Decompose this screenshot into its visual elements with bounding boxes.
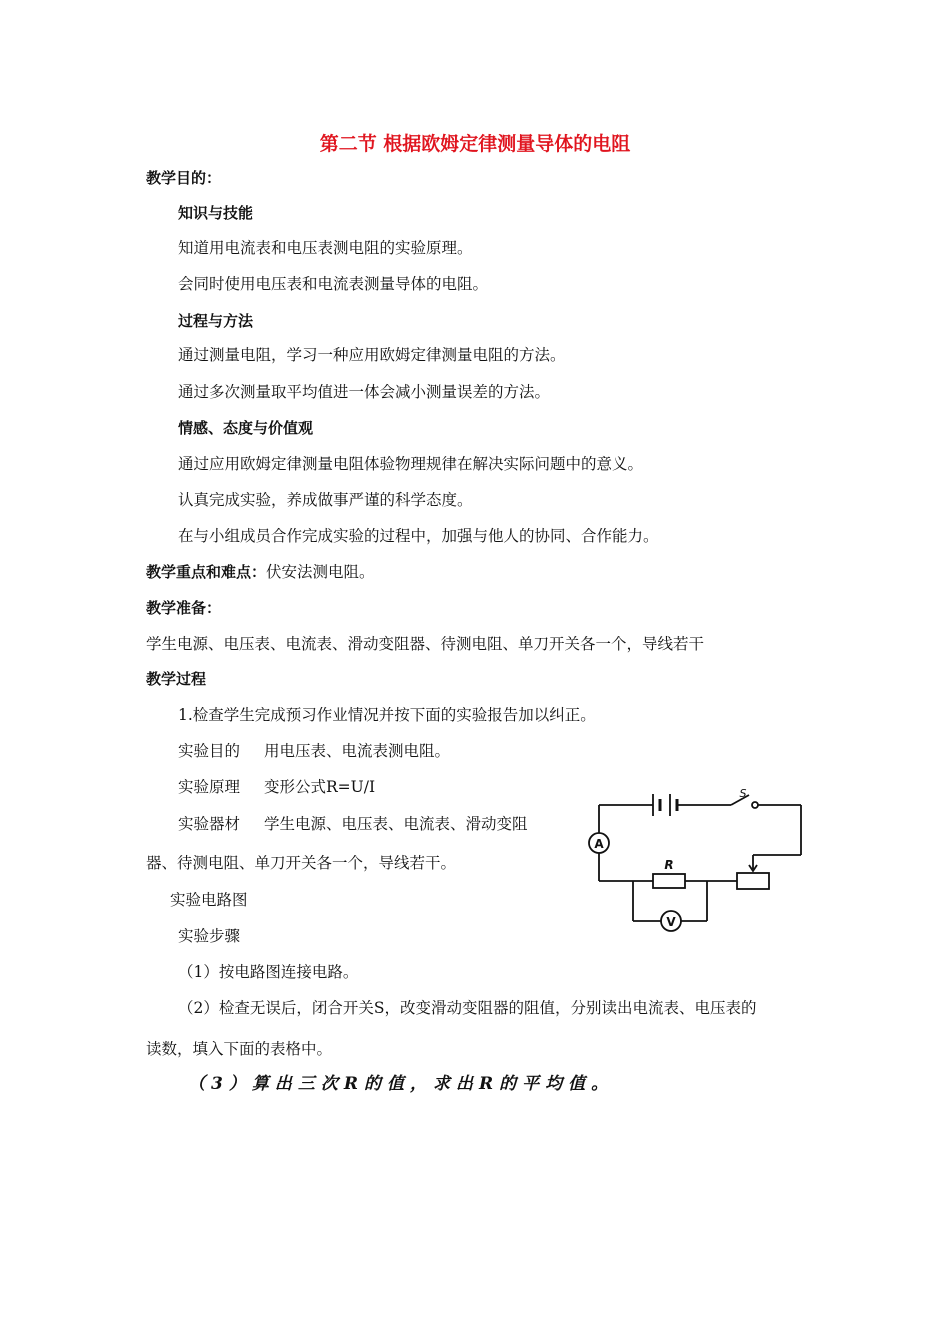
emotion-heading: 情感、态度与价值观 bbox=[178, 419, 314, 437]
key-points bbox=[146, 561, 375, 583]
rheostat bbox=[737, 873, 769, 889]
emotion-item: 认真完成实验，养成做事严谨的科学态度。 bbox=[178, 491, 473, 509]
step-item: 读数，填入下面的表格中。 bbox=[146, 1040, 333, 1058]
knowledge-item: 知道用电流表和电压表测电阻的实验原理。 bbox=[178, 239, 473, 257]
objectives-heading: 教学目的： bbox=[146, 169, 222, 187]
process-item: 通过测量电阻，学习一种应用欧姆定律测量电阻的方法。 bbox=[178, 346, 566, 364]
steps-label: 实验步骤 bbox=[178, 927, 241, 945]
principle-value: 变形公式R=U/I bbox=[264, 778, 376, 796]
process-item: 通过多次测量取平均值进一体会减小测量误差的方法。 bbox=[178, 383, 551, 401]
equipment-value: 学生电源、电压表、电流表、滑动变阻 bbox=[264, 815, 528, 833]
key-points-value: 伏安法测电阻。 bbox=[266, 563, 375, 581]
page-title: 第二节 根据欧姆定律测量导体的电阻 bbox=[319, 133, 631, 155]
principle-label: 实验原理 bbox=[178, 778, 241, 796]
procedure-heading: 教学过程 bbox=[146, 670, 207, 688]
purpose-value: 用电压表、电流表测电阻。 bbox=[264, 742, 451, 760]
step-item: （1）按电路图连接电路。 bbox=[178, 963, 359, 981]
circuit-label: 实验电路图 bbox=[170, 891, 248, 909]
equipment-label: 实验器材 bbox=[178, 815, 241, 833]
principle-row bbox=[178, 776, 375, 798]
knowledge-heading: 知识与技能 bbox=[178, 204, 254, 222]
process-heading: 过程与方法 bbox=[178, 312, 254, 330]
knowledge-item: 会同时使用电压表和电流表测量导体的电阻。 bbox=[178, 275, 489, 293]
procedure-step1: 1.检查学生完成预习作业情况并按下面的实验报告加以纠正。 bbox=[178, 706, 596, 724]
circuit-diagram bbox=[585, 785, 815, 940]
switch-label: S bbox=[739, 787, 747, 800]
emotion-item: 在与小组成员合作完成实验的过程中，加强与他人的协同、合作能力。 bbox=[178, 527, 659, 545]
preparation-heading: 教学准备： bbox=[146, 599, 222, 617]
resistor bbox=[653, 874, 685, 888]
equipment-row bbox=[178, 813, 528, 835]
key-points-label: 教学重点和难点： bbox=[146, 563, 267, 581]
resistor-label: R bbox=[664, 858, 674, 872]
purpose-row bbox=[178, 740, 450, 762]
step-item: （3）算出三次R的值，求出R的平均值。 bbox=[188, 1074, 615, 1094]
switch-contact bbox=[752, 802, 758, 808]
preparation-value: 学生电源、电压表、电流表、滑动变阻器、待测电阻、单刀开关各一个，导线若干 bbox=[146, 635, 705, 653]
emotion-item: 通过应用欧姆定律测量电阻体验物理规律在解决实际问题中的意义。 bbox=[178, 455, 644, 473]
step-item: （2）检查无误后，闭合开关S，改变滑动变阻器的阻值，分别读出电流表、电压表的 bbox=[178, 999, 757, 1017]
voltmeter-label: V bbox=[666, 915, 676, 929]
purpose-label: 实验目的 bbox=[178, 742, 241, 760]
ammeter-label: A bbox=[594, 837, 604, 851]
equipment-continued: 器、待测电阻、单刀开关各一个，导线若干。 bbox=[146, 854, 457, 872]
